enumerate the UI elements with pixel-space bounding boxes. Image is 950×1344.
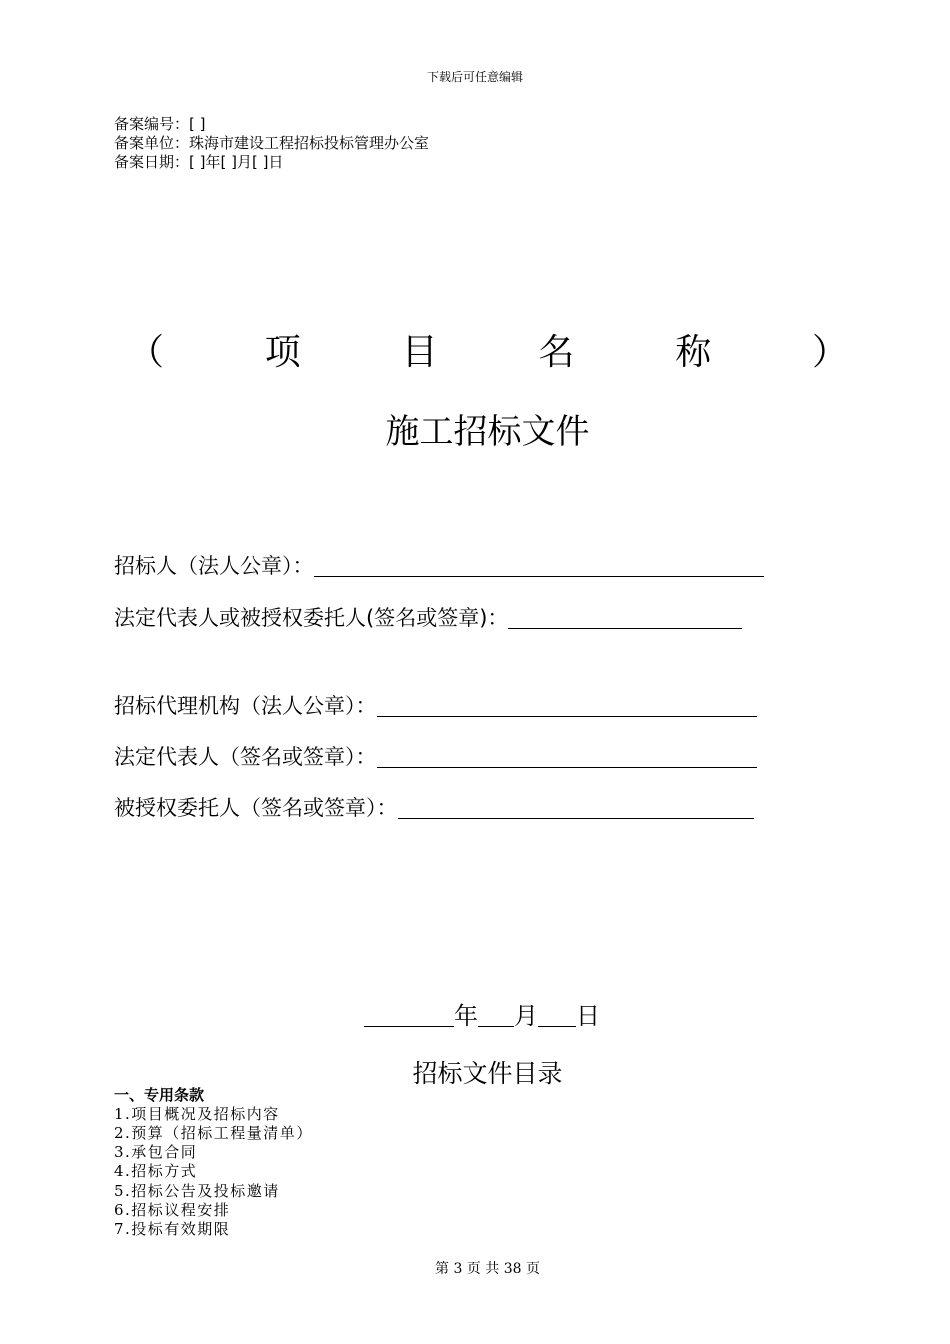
year-blank: [364, 1025, 454, 1027]
project-title-char: 称: [675, 332, 712, 373]
registration-number: 备案编号：[ ]: [114, 115, 206, 133]
agency-legal-rep-label: 法定代表人（签名或签章）：: [114, 745, 377, 769]
agency-legal-rep-row: [114, 741, 757, 771]
document-title: 施工招标文件: [385, 412, 590, 452]
agency-seal-label: 招标代理机构（法人公章）：: [114, 694, 377, 718]
tenderer-seal-line: [314, 575, 764, 577]
toc-item: 7.投标有效期限: [114, 1220, 231, 1238]
project-title-char: （: [128, 332, 165, 373]
agency-seal-row: [114, 690, 757, 720]
project-title-char: 目: [401, 332, 438, 373]
project-title-char: 名: [538, 332, 575, 373]
legal-rep-signature-row: [114, 602, 742, 632]
project-title: [128, 324, 848, 375]
toc-item: 5.招标公告及投标邀请: [114, 1182, 280, 1200]
tenderer-seal-label: 招标人（法人公章）：: [114, 554, 314, 578]
month-label: 月: [514, 1002, 538, 1030]
header-note: 下载后可任意编辑: [426, 70, 523, 84]
toc-item: 1.项目概况及招标内容: [114, 1105, 280, 1123]
year-label: 年: [454, 1002, 478, 1030]
legal-rep-signature-label: 法定代表人或被授权委托人(签名或签章)：: [114, 606, 509, 630]
day-blank: [538, 1025, 576, 1027]
toc-item: 2.预算（招标工程量清单）: [114, 1124, 313, 1142]
registration-date: 备案日期：[ ]年[ ]月[ ]日: [114, 153, 284, 171]
agency-agent-row: [114, 792, 754, 822]
day-label: 日: [576, 1002, 600, 1030]
tenderer-seal-row: [114, 550, 764, 580]
toc-item: 4.招标方式: [114, 1162, 198, 1180]
legal-rep-signature-line: [508, 627, 742, 629]
agency-agent-line: [398, 817, 754, 819]
month-blank: [478, 1025, 514, 1027]
project-title-char: ）: [811, 332, 848, 373]
project-title-char: 项: [264, 332, 301, 373]
toc-item: 3.承包合同: [114, 1143, 198, 1161]
agency-legal-rep-line: [377, 766, 757, 768]
toc-title: 招标文件目录: [412, 1059, 563, 1088]
registration-unit: 备案单位：珠海市建设工程招标投标管理办公室: [114, 134, 430, 152]
toc-item: 6.招标议程安排: [114, 1201, 231, 1219]
page-footer: 第 3 页 共 38 页: [435, 1261, 540, 1277]
agency-agent-label: 被授权委托人（签名或签章）：: [114, 796, 398, 820]
toc-section-heading: 一、专用条款: [114, 1086, 205, 1104]
agency-seal-line: [377, 715, 757, 717]
signing-date: [364, 996, 600, 1031]
